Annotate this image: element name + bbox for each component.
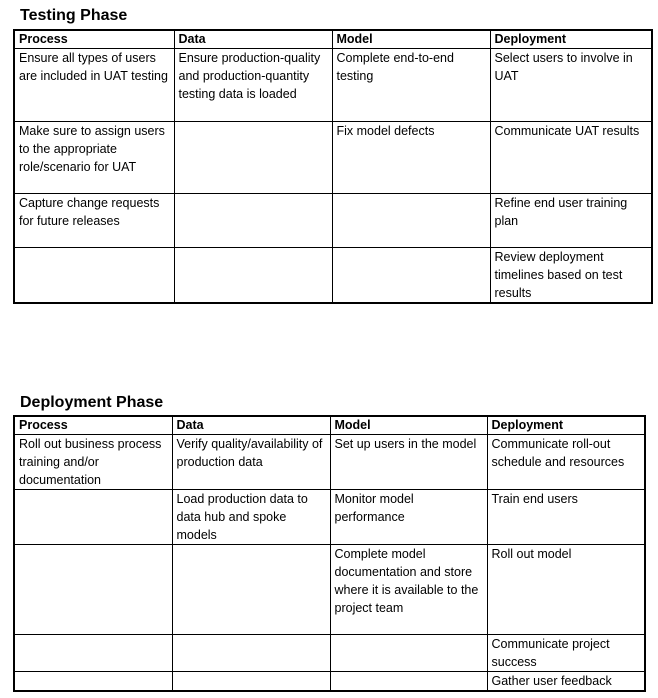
table-row	[14, 248, 652, 304]
table-cell: Communicate roll-out schedule and resources	[487, 435, 645, 490]
table-cell: Communicate project success	[487, 635, 645, 672]
table-cell: Ensure production-quality and production-quantity testing data is loaded	[174, 49, 332, 122]
table-cell	[330, 672, 487, 692]
table-row	[14, 435, 645, 490]
table-cell: Refine end user training plan	[490, 194, 652, 248]
table-cell	[14, 490, 172, 545]
table-row	[14, 122, 652, 194]
column-header-model: Model	[332, 30, 490, 49]
table-cell	[14, 248, 174, 304]
table-header-row	[14, 30, 652, 49]
table-cell: Roll out business process training and/or documentation	[14, 435, 172, 490]
table-cell	[174, 194, 332, 248]
table-header-row	[14, 416, 645, 435]
testing-phase-title: Testing Phase	[20, 7, 128, 24]
table-cell: Select users to involve in UAT	[490, 49, 652, 122]
table-cell	[172, 545, 330, 635]
table-row	[14, 545, 645, 635]
table-cell: Capture change requests for future releases	[14, 194, 174, 248]
table-cell	[332, 248, 490, 304]
table-cell	[330, 635, 487, 672]
table-row	[14, 672, 645, 692]
column-header-deployment: Deployment	[490, 30, 652, 49]
column-header-model: Model	[330, 416, 487, 435]
table-cell: Complete model documentation and store where it is available to the project team	[330, 545, 487, 635]
table-cell	[172, 672, 330, 692]
table-row	[14, 635, 645, 672]
table-cell: Review deployment timelines based on test results	[490, 248, 652, 304]
table-cell: Communicate UAT results	[490, 122, 652, 194]
table-cell	[172, 635, 330, 672]
testing-phase-table	[13, 29, 653, 304]
table-cell	[174, 248, 332, 304]
table-cell: Ensure all types of users are included in UAT testing	[14, 49, 174, 122]
column-header-process: Process	[14, 30, 174, 49]
deployment-phase-title: Deployment Phase	[20, 394, 164, 411]
table-row	[14, 490, 645, 545]
table-cell	[14, 635, 172, 672]
column-header-process: Process	[14, 416, 172, 435]
table-cell: Roll out model	[487, 545, 645, 635]
column-header-data: Data	[172, 416, 330, 435]
table-cell: Load production data to data hub and spoke models	[172, 490, 330, 545]
table-cell: Train end users	[487, 490, 645, 545]
table-cell: Verify quality/availability of production data	[172, 435, 330, 490]
table-cell: Monitor model performance	[330, 490, 487, 545]
column-header-data: Data	[174, 30, 332, 49]
table-cell	[14, 545, 172, 635]
table-cell	[174, 122, 332, 194]
table-cell: Set up users in the model	[330, 435, 487, 490]
table-row	[14, 194, 652, 248]
table-row	[14, 49, 652, 122]
table-cell	[332, 194, 490, 248]
column-header-deployment: Deployment	[487, 416, 645, 435]
table-cell: Make sure to assign users to the appropriate role/scenario for UAT	[14, 122, 174, 194]
deployment-phase-table	[13, 415, 646, 692]
table-cell	[14, 672, 172, 692]
table-cell: Complete end-to-end testing	[332, 49, 490, 122]
table-cell: Gather user feedback	[487, 672, 645, 692]
table-cell: Fix model defects	[332, 122, 490, 194]
